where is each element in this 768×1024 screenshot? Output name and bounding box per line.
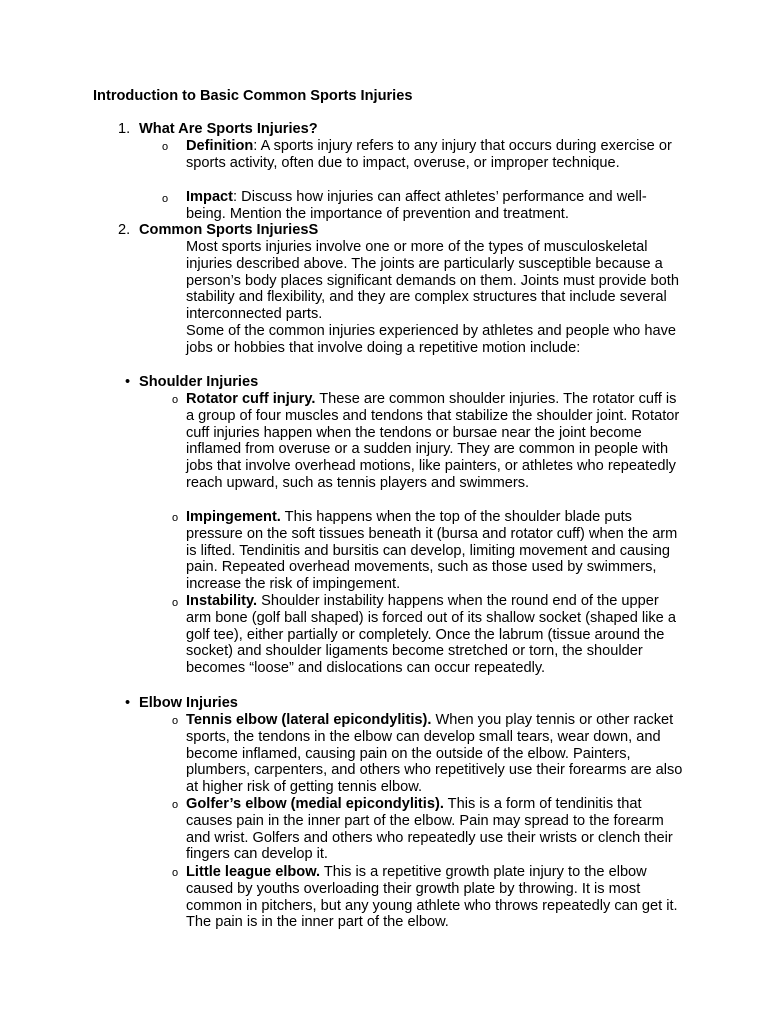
list-item xyxy=(186,509,686,593)
list-item xyxy=(186,593,686,677)
item-text: This is a form of tendinitis that causes pain in the inner part of the elbow. Pain may spread to the forearm and wrist. Golfers and others who repeatedly use their wrists or clench their fingers can develop it. xyxy=(186,796,673,863)
list-item xyxy=(186,189,686,223)
item-text: This is a repetitive growth plate injury to the elbow caused by youths overloading their growth plate by throwing. It is most common in pitchers, but any young athlete who throws repeatedly can get it. The pain is in the inner part of the elbow. xyxy=(186,864,678,931)
section-2-heading: Common Sports InjuriesS xyxy=(139,222,319,238)
item-lead: Impact xyxy=(186,189,234,205)
circle-bullet-icon: o xyxy=(172,715,179,727)
section-2-number: 2. xyxy=(118,222,131,238)
item-lead: Rotator cuff injury. xyxy=(186,391,316,407)
list-item xyxy=(186,138,686,172)
circle-bullet-icon: o xyxy=(172,512,179,524)
bullet-icon: • xyxy=(125,374,131,390)
item-lead: Tennis elbow (lateral epicondylitis). xyxy=(186,712,432,728)
section-1-number: 1. xyxy=(118,121,131,137)
circle-bullet-icon: o xyxy=(162,193,169,205)
bullet-icon: • xyxy=(125,695,131,711)
item-lead: Instability. xyxy=(186,593,258,609)
item-lead: Definition xyxy=(186,138,254,154)
item-text: Shoulder instability happens when the round end of the upper arm bone (golf ball shaped) is forced out of its shallow socket (shaped like a golf tee), either partially or completely. Once the labrum (tissue around the socket) and shoulder ligaments become stretched or torn, the shoulder becomes “loose” and dislocations can occur repeatedly. xyxy=(186,593,676,677)
section-paragraph: Some of the common injuries experienced by athletes and people who have jobs or hobbies that involve doing a repetitive motion include: xyxy=(186,323,677,356)
section-paragraph: Most sports injuries involve one or more of the types of musculoskeletal injuries described above. The joints are particularly susceptible because a person’s body places significant demands on them. Joints must provide both stability and flexibility, and they are complex structures that include several interconnected parts. xyxy=(186,239,679,323)
circle-bullet-icon: o xyxy=(172,394,179,406)
list-item xyxy=(186,712,686,796)
category-heading: Shoulder Injuries xyxy=(139,374,259,390)
item-lead: Golfer’s elbow (medial epicondylitis). xyxy=(186,796,444,812)
list-item xyxy=(186,796,686,863)
circle-bullet-icon: o xyxy=(172,867,179,879)
item-text: : A sports injury refers to any injury that occurs during exercise or sports activity, often due to impact, overuse, or improper technique. xyxy=(186,138,672,171)
item-lead: Little league elbow. xyxy=(186,864,321,880)
item-lead: Impingement. xyxy=(186,509,281,525)
list-item xyxy=(186,391,686,492)
circle-bullet-icon: o xyxy=(172,799,179,811)
circle-bullet-icon: o xyxy=(172,597,179,609)
item-text: : Discuss how injuries can affect athletes’ performance and well-being. Mention the importance of prevention and treatment. xyxy=(186,189,647,222)
category-heading: Elbow Injuries xyxy=(139,695,238,711)
circle-bullet-icon: o xyxy=(162,141,169,153)
item-text: These are common shoulder injuries. The rotator cuff is a group of four muscles and tendons that stabilize the shoulder joint. Rotator cuff injuries happen when the tendons or bursae near the joint become inflamed from overuse or a sudden injury. They are common in people with jobs that involve overhead motions, like painters, or athletes who repeatedly reach upward, such as tennis players and swimmers. xyxy=(186,391,680,491)
item-text: This happens when the top of the shoulder blade puts pressure on the soft tissues beneath it (bursa and rotator cuff) when the arm is lifted. Tendinitis and bursitis can develop, limiting movement and causing pain. Repeated overhead movements, such as those used by swimmers, increase the risk of impingement. xyxy=(186,509,678,593)
document-title: Introduction to Basic Common Sports Injuries xyxy=(93,88,413,104)
section-1-heading: What Are Sports Injuries? xyxy=(139,121,318,137)
item-text: When you play tennis or other racket sports, the tendons in the elbow can develop small tears, wear down, and become inflamed, causing pain on the outside of the elbow. Painters, plumbers, carpenters, and others who repetitively use their forearms are also at higher risk of getting tennis elbow. xyxy=(186,712,683,796)
list-item xyxy=(186,864,686,931)
